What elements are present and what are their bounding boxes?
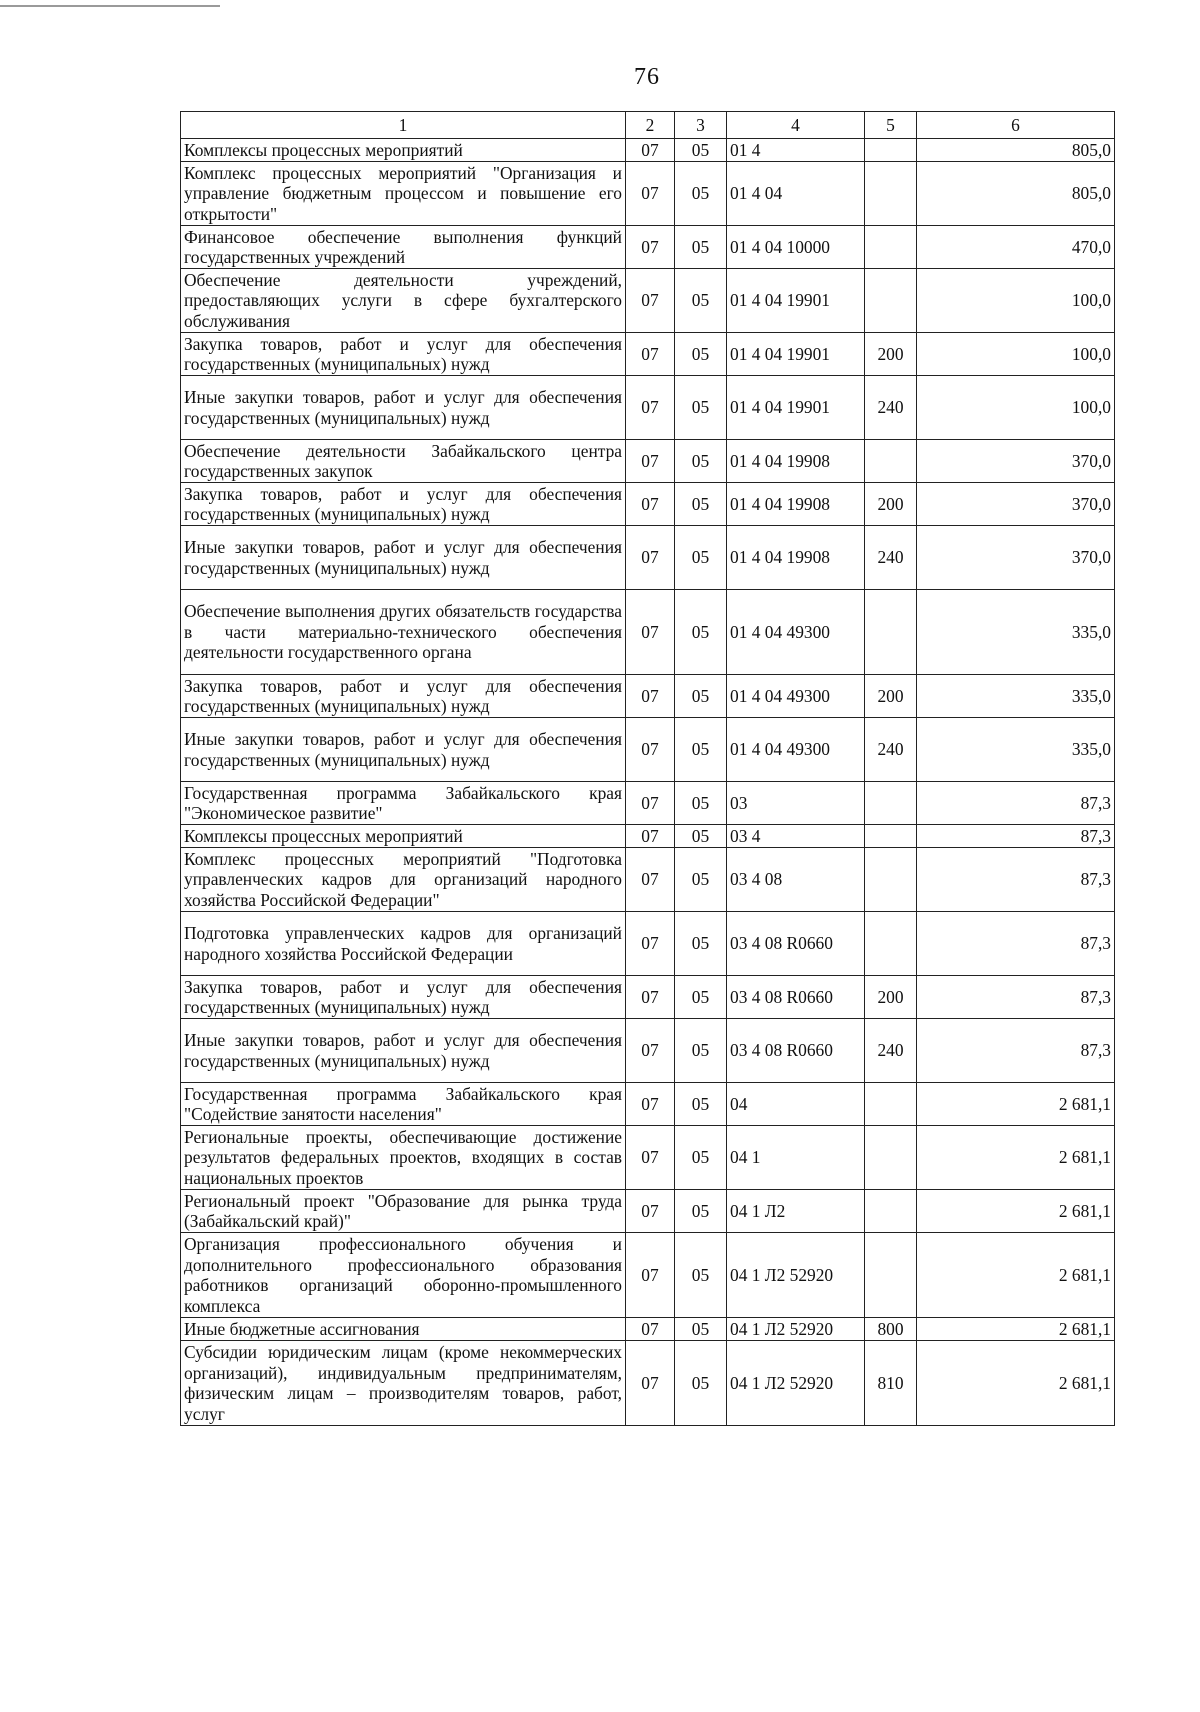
row-section-cell: 07 xyxy=(626,1190,675,1233)
row-subsection-cell: 05 xyxy=(675,1233,727,1318)
header-cell-target-article: 4 xyxy=(727,112,865,139)
row-name-cell: Иные закупки товаров, работ и услуг для обеспечения государственных (муниципальных) нужд xyxy=(181,526,626,590)
row-section-cell: 07 xyxy=(626,590,675,675)
row-amount-cell: 335,0 xyxy=(917,718,1115,782)
row-name-cell: Государственная программа Забайкальского края "Экономическое развитие" xyxy=(181,782,626,825)
row-amount-cell: 87,3 xyxy=(917,1019,1115,1083)
row-name-cell: Подготовка управленческих кадров для организаций народного хозяйства Российской Федерации xyxy=(181,912,626,976)
row-target-article-cell: 04 1 Л2 xyxy=(727,1190,865,1233)
row-section-cell: 07 xyxy=(626,139,675,162)
row-expense-type-cell xyxy=(865,440,917,483)
header-row xyxy=(181,112,1115,139)
row-section-cell: 07 xyxy=(626,675,675,718)
row-section-cell: 07 xyxy=(626,1233,675,1318)
row-subsection-cell: 05 xyxy=(675,162,727,226)
row-section-cell: 07 xyxy=(626,782,675,825)
row-expense-type-cell xyxy=(865,269,917,333)
row-section-cell: 07 xyxy=(626,825,675,848)
row-amount-cell: 100,0 xyxy=(917,269,1115,333)
row-subsection-cell: 05 xyxy=(675,226,727,269)
row-name-cell: Субсидии юридическим лицам (кроме некоммерческих организаций), индивидуальным предпринимателям, физическим лицам – производителям товаров, работ, услуг xyxy=(181,1341,626,1426)
row-name-cell: Закупка товаров, работ и услуг для обеспечения государственных (муниципальных) нужд xyxy=(181,976,626,1019)
header-cell-name: 1 xyxy=(181,112,626,139)
row-name-cell: Региональные проекты, обеспечивающие достижение результатов федеральных проектов, входящих в состав национальных проектов xyxy=(181,1126,626,1190)
row-subsection-cell: 05 xyxy=(675,440,727,483)
row-target-article-cell: 04 1 Л2 52920 xyxy=(727,1318,865,1341)
row-target-article-cell: 01 4 04 49300 xyxy=(727,718,865,782)
row-amount-cell: 370,0 xyxy=(917,526,1115,590)
row-target-article-cell: 03 4 08 R0660 xyxy=(727,912,865,976)
row-amount-cell: 2 681,1 xyxy=(917,1233,1115,1318)
row-amount-cell: 335,0 xyxy=(917,675,1115,718)
row-section-cell: 07 xyxy=(626,718,675,782)
row-section-cell: 07 xyxy=(626,162,675,226)
row-name-cell: Финансовое обеспечение выполнения функций государственных учреждений xyxy=(181,226,626,269)
row-subsection-cell: 05 xyxy=(675,825,727,848)
row-name-cell: Обеспечение выполнения других обязательств государства в части материально-технического обеспечения деятельности государственного органа xyxy=(181,590,626,675)
row-expense-type-cell xyxy=(865,162,917,226)
row-amount-cell: 87,3 xyxy=(917,825,1115,848)
row-name-cell: Обеспечение деятельности учреждений, предоставляющих услуги в сфере бухгалтерского обслуживания xyxy=(181,269,626,333)
table-row xyxy=(181,718,1115,782)
row-target-article-cell: 01 4 04 19908 xyxy=(727,483,865,526)
table-row xyxy=(181,825,1115,848)
row-target-article-cell: 03 4 08 R0660 xyxy=(727,976,865,1019)
row-section-cell: 07 xyxy=(626,526,675,590)
row-subsection-cell: 05 xyxy=(675,590,727,675)
row-amount-cell: 100,0 xyxy=(917,376,1115,440)
row-expense-type-cell xyxy=(865,825,917,848)
row-amount-cell: 87,3 xyxy=(917,782,1115,825)
row-expense-type-cell: 200 xyxy=(865,333,917,376)
table-row xyxy=(181,333,1115,376)
row-subsection-cell: 05 xyxy=(675,1126,727,1190)
row-subsection-cell: 05 xyxy=(675,333,727,376)
row-target-article-cell: 01 4 04 49300 xyxy=(727,675,865,718)
row-name-cell: Обеспечение деятельности Забайкальского центра государственных закупок xyxy=(181,440,626,483)
row-name-cell: Закупка товаров, работ и услуг для обеспечения государственных (муниципальных) нужд xyxy=(181,333,626,376)
row-subsection-cell: 05 xyxy=(675,718,727,782)
row-subsection-cell: 05 xyxy=(675,1083,727,1126)
table-row xyxy=(181,1019,1115,1083)
row-target-article-cell: 03 4 08 xyxy=(727,848,865,912)
table-row xyxy=(181,848,1115,912)
table-row xyxy=(181,226,1115,269)
row-amount-cell: 2 681,1 xyxy=(917,1341,1115,1426)
row-subsection-cell: 05 xyxy=(675,269,727,333)
row-subsection-cell: 05 xyxy=(675,1318,727,1341)
row-name-cell: Закупка товаров, работ и услуг для обеспечения государственных (муниципальных) нужд xyxy=(181,675,626,718)
row-expense-type-cell xyxy=(865,1190,917,1233)
row-expense-type-cell: 240 xyxy=(865,718,917,782)
row-expense-type-cell xyxy=(865,848,917,912)
row-expense-type-cell xyxy=(865,1083,917,1126)
row-subsection-cell: 05 xyxy=(675,483,727,526)
table-row xyxy=(181,139,1115,162)
row-section-cell: 07 xyxy=(626,912,675,976)
table-row xyxy=(181,1126,1115,1190)
row-subsection-cell: 05 xyxy=(675,376,727,440)
row-name-cell: Государственная программа Забайкальского края "Содействие занятости населения" xyxy=(181,1083,626,1126)
table-row xyxy=(181,162,1115,226)
row-expense-type-cell xyxy=(865,590,917,675)
row-section-cell: 07 xyxy=(626,226,675,269)
row-section-cell: 07 xyxy=(626,1318,675,1341)
row-target-article-cell: 03 4 08 R0660 xyxy=(727,1019,865,1083)
table-row xyxy=(181,1318,1115,1341)
row-amount-cell: 87,3 xyxy=(917,848,1115,912)
row-name-cell: Иные бюджетные ассигнования xyxy=(181,1318,626,1341)
row-name-cell: Комплекс процессных мероприятий "Организация и управление бюджетным процессом и повышение его открытости" xyxy=(181,162,626,226)
row-section-cell: 07 xyxy=(626,333,675,376)
row-section-cell: 07 xyxy=(626,440,675,483)
row-target-article-cell: 04 xyxy=(727,1083,865,1126)
row-amount-cell: 805,0 xyxy=(917,139,1115,162)
row-expense-type-cell xyxy=(865,226,917,269)
row-target-article-cell: 01 4 04 19901 xyxy=(727,269,865,333)
row-target-article-cell: 03 xyxy=(727,782,865,825)
row-amount-cell: 335,0 xyxy=(917,590,1115,675)
row-subsection-cell: 05 xyxy=(675,782,727,825)
row-subsection-cell: 05 xyxy=(675,976,727,1019)
row-expense-type-cell xyxy=(865,1233,917,1318)
table-row xyxy=(181,483,1115,526)
row-name-cell: Иные закупки товаров, работ и услуг для обеспечения государственных (муниципальных) нужд xyxy=(181,718,626,782)
row-expense-type-cell: 200 xyxy=(865,675,917,718)
row-expense-type-cell xyxy=(865,139,917,162)
table-row xyxy=(181,269,1115,333)
row-section-cell: 07 xyxy=(626,483,675,526)
row-target-article-cell: 01 4 04 xyxy=(727,162,865,226)
table-row xyxy=(181,675,1115,718)
row-amount-cell: 100,0 xyxy=(917,333,1115,376)
row-subsection-cell: 05 xyxy=(675,1019,727,1083)
row-expense-type-cell: 200 xyxy=(865,976,917,1019)
row-amount-cell: 87,3 xyxy=(917,976,1115,1019)
row-target-article-cell: 01 4 xyxy=(727,139,865,162)
row-expense-type-cell: 240 xyxy=(865,1019,917,1083)
row-name-cell: Закупка товаров, работ и услуг для обеспечения государственных (муниципальных) нужд xyxy=(181,483,626,526)
row-target-article-cell: 03 4 xyxy=(727,825,865,848)
row-amount-cell: 2 681,1 xyxy=(917,1190,1115,1233)
row-target-article-cell: 01 4 04 19908 xyxy=(727,526,865,590)
row-target-article-cell: 01 4 04 19901 xyxy=(727,376,865,440)
row-section-cell: 07 xyxy=(626,848,675,912)
row-amount-cell: 2 681,1 xyxy=(917,1083,1115,1126)
table-row xyxy=(181,782,1115,825)
header-cell-amount: 6 xyxy=(917,112,1115,139)
row-target-article-cell: 01 4 04 49300 xyxy=(727,590,865,675)
row-name-cell: Комплекс процессных мероприятий "Подготовка управленческих кадров для организаций народного хозяйства Российской Федерации" xyxy=(181,848,626,912)
header-cell-section: 2 xyxy=(626,112,675,139)
row-expense-type-cell: 810 xyxy=(865,1341,917,1426)
table-row xyxy=(181,1083,1115,1126)
row-subsection-cell: 05 xyxy=(675,1190,727,1233)
header-cell-expense-type: 5 xyxy=(865,112,917,139)
row-target-article-cell: 01 4 04 19908 xyxy=(727,440,865,483)
row-amount-cell: 470,0 xyxy=(917,226,1115,269)
row-target-article-cell: 04 1 Л2 52920 xyxy=(727,1341,865,1426)
header-cell-subsection: 3 xyxy=(675,112,727,139)
row-amount-cell: 2 681,1 xyxy=(917,1318,1115,1341)
row-expense-type-cell: 240 xyxy=(865,526,917,590)
row-subsection-cell: 05 xyxy=(675,675,727,718)
row-name-cell: Комплексы процессных мероприятий xyxy=(181,825,626,848)
row-amount-cell: 805,0 xyxy=(917,162,1115,226)
table-row xyxy=(181,976,1115,1019)
row-subsection-cell: 05 xyxy=(675,912,727,976)
row-section-cell: 07 xyxy=(626,1126,675,1190)
row-name-cell: Региональный проект "Образование для рынка труда (Забайкальский край)" xyxy=(181,1190,626,1233)
row-section-cell: 07 xyxy=(626,1341,675,1426)
table-row xyxy=(181,376,1115,440)
row-subsection-cell: 05 xyxy=(675,848,727,912)
row-expense-type-cell: 800 xyxy=(865,1318,917,1341)
row-subsection-cell: 05 xyxy=(675,1341,727,1426)
table-row xyxy=(181,440,1115,483)
row-target-article-cell: 04 1 xyxy=(727,1126,865,1190)
row-subsection-cell: 05 xyxy=(675,139,727,162)
row-amount-cell: 370,0 xyxy=(917,483,1115,526)
row-name-cell: Иные закупки товаров, работ и услуг для обеспечения государственных (муниципальных) нужд xyxy=(181,376,626,440)
scan-edge-mark xyxy=(0,5,220,7)
row-section-cell: 07 xyxy=(626,1083,675,1126)
table-row xyxy=(181,526,1115,590)
row-name-cell: Комплексы процессных мероприятий xyxy=(181,139,626,162)
row-subsection-cell: 05 xyxy=(675,526,727,590)
row-amount-cell: 2 681,1 xyxy=(917,1126,1115,1190)
page-number: 76 xyxy=(634,64,660,90)
row-name-cell: Организация профессионального обучения и дополнительного профессионального образования работников организаций оборонно-промышленного комплекса xyxy=(181,1233,626,1318)
row-section-cell: 07 xyxy=(626,269,675,333)
table-row xyxy=(181,912,1115,976)
row-name-cell: Иные закупки товаров, работ и услуг для обеспечения государственных (муниципальных) нужд xyxy=(181,1019,626,1083)
row-section-cell: 07 xyxy=(626,376,675,440)
row-expense-type-cell xyxy=(865,1126,917,1190)
budget-table-body xyxy=(181,112,1115,1426)
row-section-cell: 07 xyxy=(626,976,675,1019)
table-row xyxy=(181,1341,1115,1426)
row-expense-type-cell: 200 xyxy=(865,483,917,526)
table-row xyxy=(181,590,1115,675)
row-amount-cell: 370,0 xyxy=(917,440,1115,483)
table-row xyxy=(181,1233,1115,1318)
row-section-cell: 07 xyxy=(626,1019,675,1083)
row-expense-type-cell xyxy=(865,912,917,976)
row-expense-type-cell: 240 xyxy=(865,376,917,440)
row-expense-type-cell xyxy=(865,782,917,825)
budget-table xyxy=(180,111,1115,1426)
table-row xyxy=(181,1190,1115,1233)
row-target-article-cell: 01 4 04 19901 xyxy=(727,333,865,376)
row-amount-cell: 87,3 xyxy=(917,912,1115,976)
row-target-article-cell: 01 4 04 10000 xyxy=(727,226,865,269)
row-target-article-cell: 04 1 Л2 52920 xyxy=(727,1233,865,1318)
